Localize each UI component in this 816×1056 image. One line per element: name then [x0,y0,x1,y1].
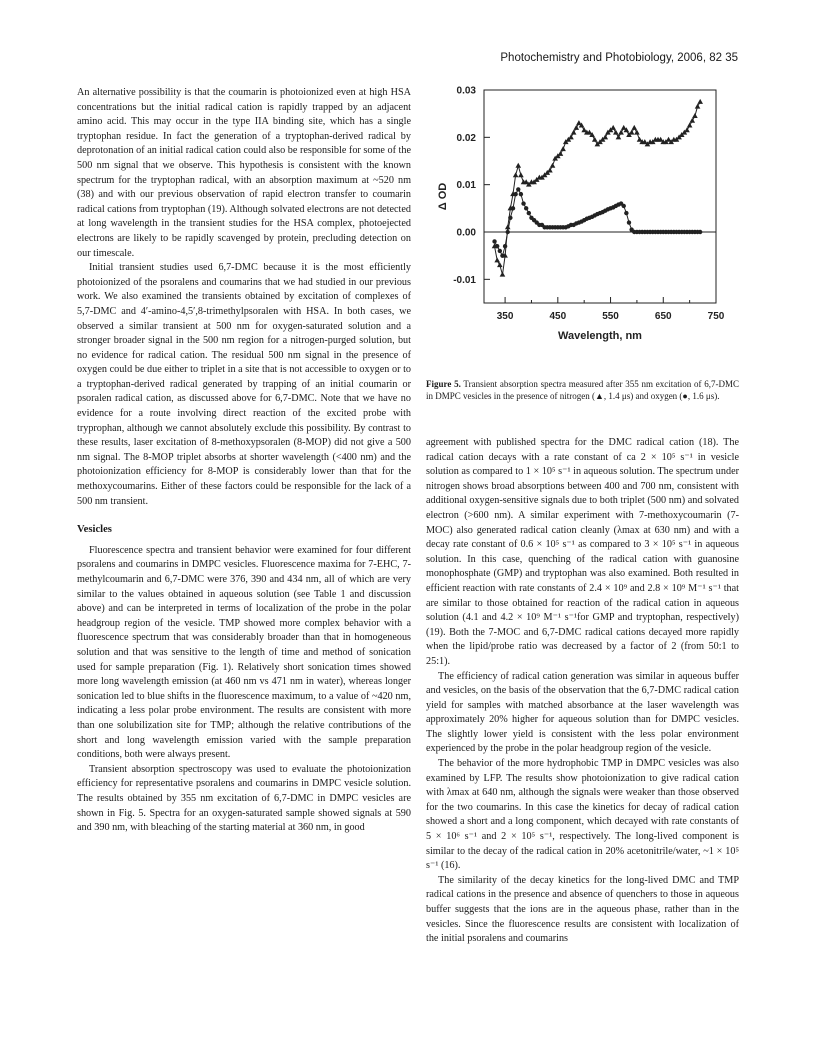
triangle-point [695,104,701,109]
triangle-point [560,146,566,151]
circle-point [519,192,523,196]
circle-point [498,249,502,253]
y-tick-label: -0.01 [453,274,476,286]
circle-point [508,216,512,220]
triangle-point [515,163,521,168]
triangle-point [573,125,579,130]
circle-point [627,220,631,224]
circle-point [516,187,520,191]
circle-point [492,239,496,243]
plot-frame [484,90,716,303]
x-tick-label: 350 [496,311,514,322]
paragraph: An alternative possibility is that the coumarin is photoionized even at high HSA concentrations but the initial radical cation is rapidly trapped by an adjacent amino acid. This may occur in the type IIA binding site, which has a single tryptophan residue. In fact the generation of a tryptophan-derived radical by deprotonation of an initial radical cation could also be responsible for some of the 500 nm signal that we observe. This hypothesis is consistent with the known spectrum for the tryptophan radical, with an absorption maximum at ~520 nm (38) and with our previous observation of rapid electron transfer to coumarin radical cations from tryptophan (19). Although solvated electrons are not detected at long wavelength in the transient studies for the HSA complex, photoejected electrons are likely to be rapidly scavenged by protein, precluding detection on our timescale. [77,87,411,259]
x-tick-label: 650 [654,311,672,322]
circle-point [513,192,517,196]
triangle-point [550,163,556,168]
circle-point [524,206,528,210]
triangle-point [500,272,506,277]
left-column [77,86,411,836]
triangle-point [547,167,553,172]
triangle-point [634,130,640,135]
circle-point [527,211,531,215]
paragraph: agreement with published spectra for the DMC radical cation (18). The radical cation decays with a rate constant of ca 2 × 10⁵ s⁻¹ in vesicle solution as compared to 1 × 10⁵ s⁻¹ in aqueous solution. The spectrum under nitrogen shows broad absorptions between 400 and 700 nm, consistent with additional oxygen-sensitive signals due to both triplet (500 nm) and solvated electron (>600 nm). A similar experiment with 7-methoxycoumarin (7-MOC) also generated radical cation cleanly (λmax at 630 nm) and with a decay rate constant of 0.6 × 10⁵ s⁻¹ as compared to 3 × 10⁵ s⁻¹ in aqueous solution. In this case, quenching of the radical cation with guanosine monophosphate (GMP) and tryptophan was also examined. Both resulted in efficient reaction with rate constants of 2.4 × 10⁹ and 2.8 × 10⁹ M⁻¹ s⁻¹ that are similar to those obtained for reaction of the radical cation in aqueous solution (4.1 and 4.2 × 10⁹ M⁻¹ s⁻¹for GMP and tryptophan, respectively) (19). Both the 7-MOC and 6,7-DMC radical cations decayed more rapidly when the lipid/probe ratio was decreased by a factor of 2 (from 50:1 to 25:1). [426,437,739,667]
triangle-point [697,99,703,104]
x-tick-label: 450 [549,311,567,322]
circle-point [698,230,702,234]
triangle-point [618,130,624,135]
running-head: Photochemistry and Photobiology, 2006, 82 35 [500,52,738,64]
triangle-point [692,113,698,118]
triangle-point [684,127,690,132]
caption-label: Figure 5. [426,379,461,389]
x-tick-label: 750 [707,311,725,322]
triangle-point [602,134,608,139]
triangle-point [558,151,564,156]
triangle-point [505,224,511,229]
circle-point [624,211,628,215]
paragraph: Fluorescence spectra and transient behavior were examined for four different psoralens and coumarins in DMPC vesicles. Fluorescence maxima for 7-EHC, 7-methylcoumarin and 6,7-DMC were 376, 390 and 434 nm, all of which are very similar to the values obtained in aqueous solution (see Table 1 and discussion above) and can be interpreted in terms of localization of the probe in the polar headgroup region of the vesicle. TMP showed more complex behavior with a fluorescence spectrum that was considerably broader than that in homogeneous solution and that was sensitive to the length of time and method of sonication used for sample preparation (Fig. 1). Relatively short sonication times showed more long wavelength emission (at 460 nm vs 471 nm in water), whereas longer sonication led to blue shifts in the fluorescence maximum, to a value of ~420 nm, indicating a less polar probe environment. The results are consistent with more than one solubilization site for TMP; although the relative contributions of the short and long wavelength emission varied with the sample preparation conditions, both were always present. [77,544,411,761]
y-tick-label: 0.01 [456,180,476,192]
triangle-point [592,137,598,142]
y-tick-label: 0.02 [456,132,476,144]
right-column [426,436,739,947]
transient-spectrum-chart [426,78,739,378]
triangle-point [518,172,524,177]
series-line-circle [495,189,701,255]
triangle-point [568,134,574,139]
series-line-triangle [495,102,701,275]
triangle-point [687,123,693,128]
circle-point [622,204,626,208]
triangle-point [613,130,619,135]
circle-point [521,201,525,205]
circle-point [506,230,510,234]
triangle-point [497,262,503,267]
figure-5 [426,78,739,378]
triangle-point [631,125,637,130]
triangle-point [610,125,616,130]
triangle-point [629,130,635,135]
y-axis-label: Δ OD [437,182,449,211]
x-axis-label: Wavelength, nm [558,330,642,342]
paragraph: The efficiency of radical cation generation was similar in aqueous buffer and vesicles, on the basis of the observation that the 6,7-DMC radical cation yield for samples with matched absorbance at the laser wavelength was approximately 20% higher for aqueous solution than for DMPC vesicles. The slightly lower yield is consistent with the less polar environment experienced by the probe in the polar headgroup region of the vesicle. [426,670,739,755]
triangle-point [571,130,577,135]
paragraph: The behavior of the more hydrophobic TMP in DMPC vesicles was also examined by LFP. The results show photoionization to give radical cation with λmax at 640 nm, although the signals were weaker than those observed for the two coumarins. In this case the kinetics for decay of radical cation showed a short and a long component, which decayed with rate constants of 5 × 10⁶ s⁻¹ and 2 × 10⁵ s⁻¹, respectively. The long-lived component is similar to the decay of the radical cation in 20% acetonitrile/water, ~1 × 10⁵ s⁻¹ (16). [426,758,739,872]
circle-point [495,244,499,248]
section-heading-vesicles: Vesicles [77,524,112,536]
y-tick-label: 0.00 [456,227,476,239]
circle-point [500,253,504,257]
circle-point [511,206,515,210]
triangle-point [513,172,519,177]
circle-point [503,244,507,248]
triangle-point [494,257,500,262]
figure-caption [426,378,739,403]
y-tick-label: 0.03 [456,85,476,97]
triangle-point [689,118,695,123]
x-tick-label: 550 [602,311,619,322]
paragraph: The similarity of the decay kinetics for the long-lived DMC and TMP radical cations in the presence and absence of quenchers to those in aqueous buffer suggests that the ions are in the aqueous phase, rather than in the vesicles. Since the fluorescence results are consistent with localization of the initial psoralens and coumarins [426,874,739,945]
caption-text: Transient absorption spectra measured after 355 nm excitation of 6,7-DMC in DMPC vesicles in the presence of nitrogen (▲, 1.4 μs) and oxygen (●, 1.6 μs). [426,379,739,402]
paragraph: Initial transient studies used 6,7-DMC because it is the most efficiently photoionized of the psoralens and coumarins that we had studied in our previous work. We also examined the transients obtained by excitation of complexes of 5,7-DMC and 4′-amino-4,5′,8-trimethylpsoralen with HSA. In both cases, we observed a similar transient at 500 nm for oxygen-saturated solution and a stronger broader signal in the 500 nm region for a nitrogen-purged solution, but no evidence for radical cation. The residual 500 nm signal in the presence of oxygen could be due either to triplet in a site that is not accessible to oxygen or to a tryptophan-derived radical generated by trapping of an initial coumarin or psoralen radical cation, as discussed above for 6,7-DMC. Note that we have no evidence for a route involving direct reaction of the excited probe with tryprophan, although we cannot absolutely exclude this possibility. By contrast to these results, laser excitation of 8-methoxypsoralen (8-MOP) did not give a 500 nm signal. The 8-MOP triplet absorbs at shorter wavelength (<400 nm) and the photoionization efficiency for 8-MOP is considerably lower than that for the methoxycoumarins. Either of these factors could be responsible for the lack of a 500 nm transient. [77,262,411,507]
triangle-point [616,134,622,139]
paragraph: Transient absorption spectroscopy was used to evaluate the photoionization efficiency for representative psoralens and coumarins in DMPC vesicle solution. The results obtained by 355 nm excitation of 6,7-DMC in DMPC vesicles are shown in Fig. 5. Spectra for an oxygen-saturated sample showed signals at 590 and 390 nm, with bleaching of the starting material at 360 nm, in good [77,763,411,834]
